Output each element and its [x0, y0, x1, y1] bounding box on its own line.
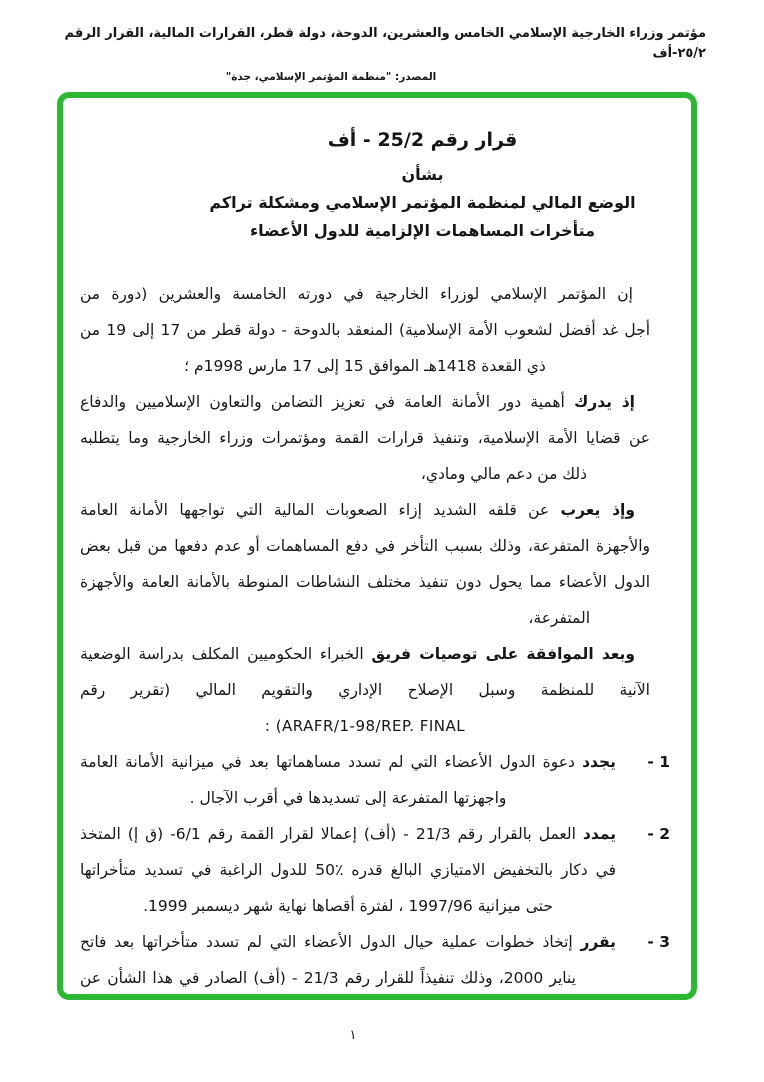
item-text	[80, 924, 616, 996]
bold-lead-phrase: يمدد	[582, 825, 617, 843]
text-line: إذ يدرك أهمية دور الأمانة العامة في تعزيز التضامن والتعاون الإسلاميين والدفاع	[80, 393, 635, 411]
resolution-subject-line2: متأخرات المساهمات الإلزامية للدول الأعضاء	[249, 221, 596, 240]
resolution-highlight-box	[57, 92, 697, 1000]
bold-lead-phrase: يجدد	[582, 753, 616, 771]
numbered-item	[80, 816, 670, 924]
text-line: ذي القعدة 1418هـ الموافق 15 إلى 17 مارس 1998م ؛	[184, 357, 546, 375]
bold-lead-phrase: إذ يدرك	[574, 393, 635, 411]
text-line: عن قضايا الأمة الإسلامية، وتنفيذ قرارات القمة ومؤتمرات وزراء الخارجية وما يتطلبه	[80, 429, 650, 447]
header-source-line: مؤتمر وزراء الخارجية الإسلامي الخامس والعشرين، الدوحة، دولة قطر، القرارات المالية، القرار الرقم ٢٥/٢-أف	[64, 26, 706, 61]
operative-items	[80, 744, 670, 996]
resolution-body	[80, 276, 670, 996]
text-line: وإذ يعرب عن قلقه الشديد إزاء الصعوبات المالية التي تواجهها الأمانة العامة	[80, 501, 636, 519]
text-line: يقرر إتخاذ خطوات عملية حيال الدول الأعضاء التي لم تسدد متأخراتها بعد فاتح	[80, 933, 616, 951]
resolution-title-block	[80, 126, 650, 244]
header-publisher-line: المصدر: "منظمة المؤتمر الإسلامي، جدة"	[225, 71, 437, 83]
text-line: يمدد العمل بالقرار رقم 21/3 - (أف) إعمالا لقرار القمة رقم 6/1- (ق إ) المتخذ	[80, 825, 617, 843]
text-line: يناير 2000، وذلك تنفيذاً للقرار رقم 21/3 - (أف) الصادر في هذا الشأن عن	[80, 969, 576, 987]
text-line: أجل غد أفضل لشعوب الأمة الإسلامية) المنعقد بالدوحة - دولة قطر من 17 إلى 19 من	[80, 321, 650, 339]
item-number: 2 -	[647, 825, 670, 843]
paragraph	[80, 492, 650, 636]
resolution-number-title: قرار رقم 25/2 - أف	[327, 129, 518, 151]
item-number: 1 -	[647, 753, 670, 771]
item-number: 3 -	[647, 933, 670, 951]
page-number: ١	[349, 1028, 357, 1043]
resolution-subject-label: بشأن	[401, 165, 444, 184]
text-line: الآنية للمنظمة وسبل الإصلاح الإداري والتقويم المالي (تقرير رقم	[80, 681, 650, 699]
preamble-paragraphs	[80, 276, 650, 744]
bold-lead-phrase: وبعد الموافقة على توصيات فريق	[371, 645, 635, 663]
text-line: يجدد دعوة الدول الأعضاء التي لم تسدد مساهماتها بعد في ميزانية الأمانة العامة	[80, 753, 616, 771]
numbered-item	[80, 924, 670, 996]
paragraph	[80, 276, 650, 384]
resolution-subject-line1: الوضع المالي لمنظمة المؤتمر الإسلامي ومشكلة تراكم	[209, 193, 636, 212]
text-line: واجهزتها المتفرعة إلى تسديدها في أقرب الآجال .	[189, 789, 507, 807]
text-line: الدول الأعضاء مما يحول دون تنفيذ مختلف النشاطات المنوطة بالأمانة العامة والأجهزة	[80, 573, 650, 591]
bold-lead-phrase: وإذ يعرب	[560, 501, 636, 519]
document-header	[58, 24, 706, 85]
text-line: المتفرعة،	[528, 609, 590, 627]
text-line: وبعد الموافقة على توصيات فريق الخبراء الحكوميين المكلف بدراسة الوضعية	[80, 645, 635, 663]
item-text	[80, 816, 616, 924]
text-line: ذلك من دعم مالي ومادي،	[420, 465, 587, 483]
paragraph	[80, 636, 650, 744]
text-line: إن المؤتمر الإسلامي لوزراء الخارجية في دورته الخامسة والعشرين (دورة من	[80, 285, 633, 303]
text-line: حتى ميزانية 1997/96 ، لفترة أقصاها نهاية شهر ديسمبر 1999.	[143, 897, 553, 915]
text-line: في دكار بالتخفيض الامتيازي البالغ قدره ٪50 للدول الراغبة في تسديد متأخراتها	[80, 861, 616, 879]
item-text	[80, 744, 616, 816]
paragraph	[80, 384, 650, 492]
numbered-item	[80, 744, 670, 816]
bold-lead-phrase: يقرر	[580, 933, 616, 951]
text-line: : (ARAFR/1-98/REP. FINAL	[264, 717, 466, 735]
text-line: والأجهزة المتفرعة، وذلك بسبب التأخر في دفع المساهمات أو عدم دفعها من قبل بعض	[80, 537, 650, 555]
